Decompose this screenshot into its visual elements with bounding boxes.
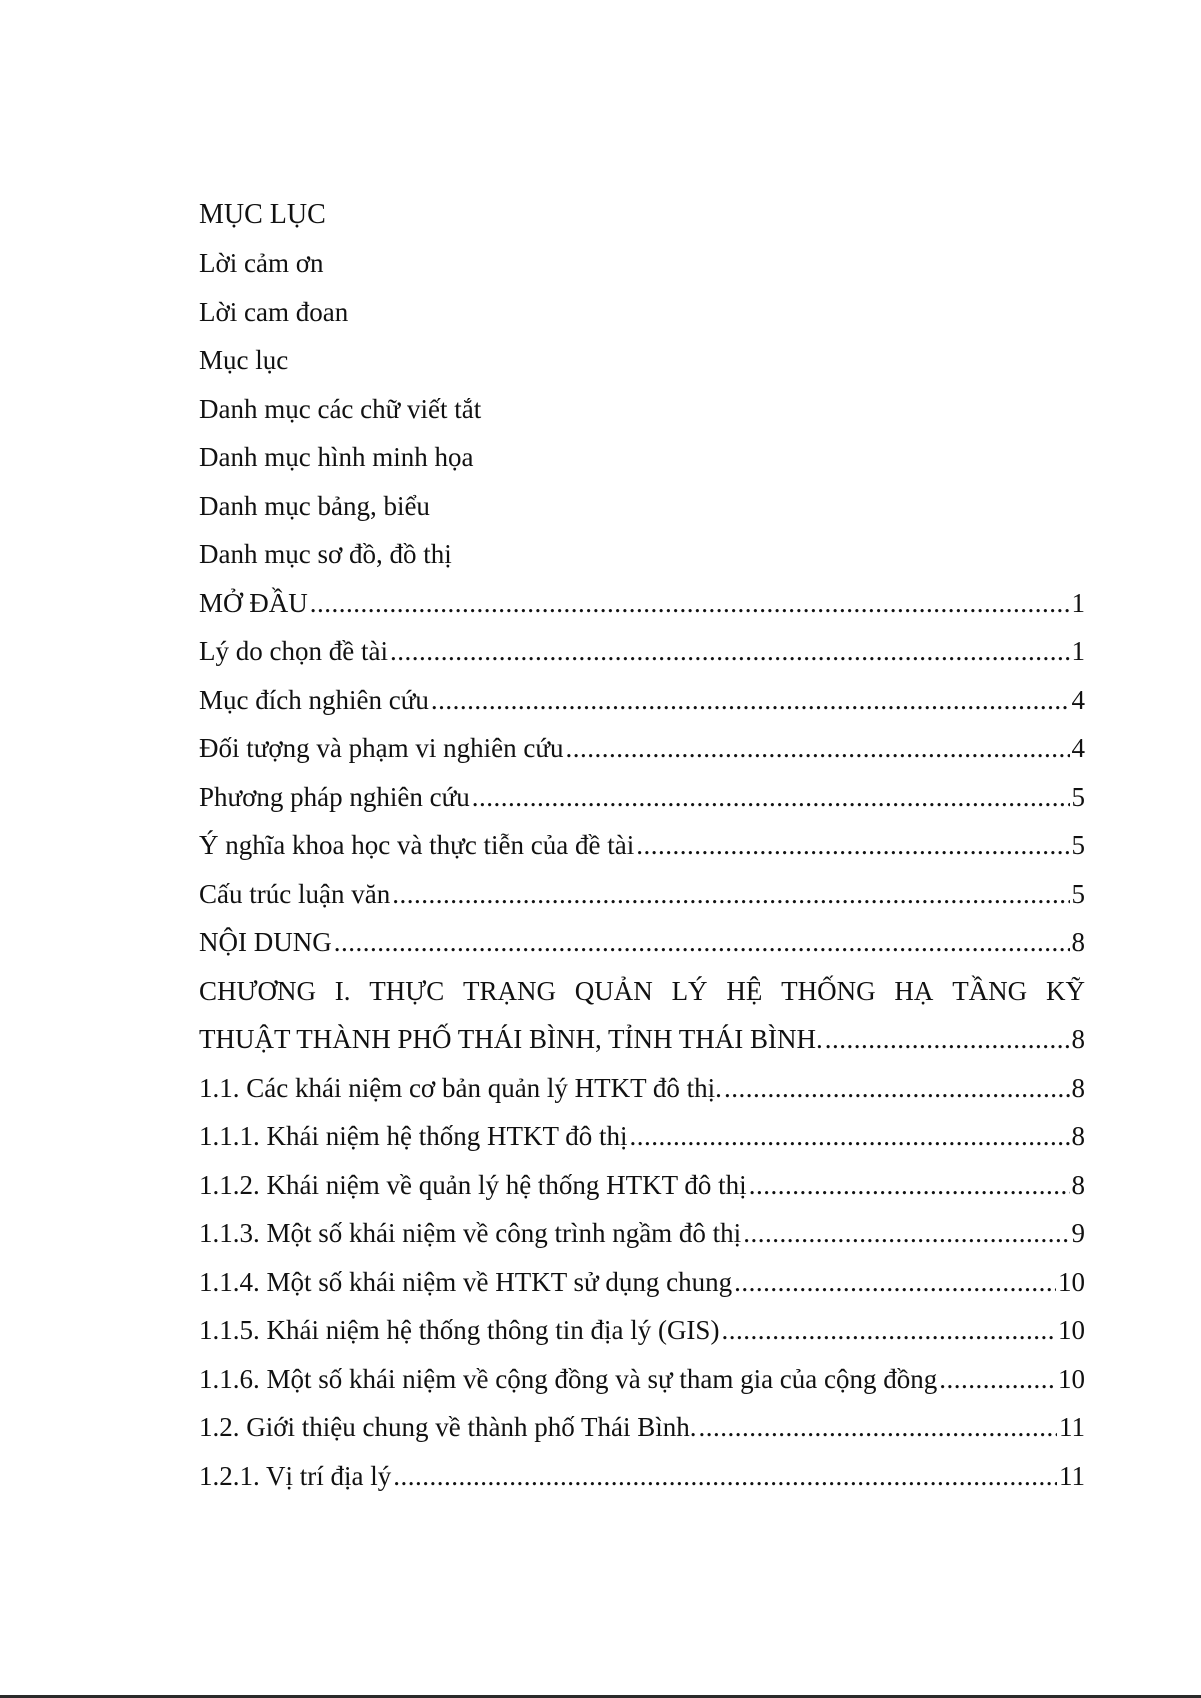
toc-chapter-word: CHƯƠNG bbox=[199, 975, 316, 1006]
toc-chapter-heading-line[interactable] bbox=[199, 967, 1085, 1016]
toc-entry[interactable] bbox=[199, 1112, 1085, 1161]
toc-entry[interactable] bbox=[199, 821, 1085, 870]
toc-entry-text: NỘI DUNG bbox=[199, 927, 332, 957]
toc-chapter-word: LÝ bbox=[671, 975, 708, 1006]
toc-entry-text: 1.1.6. Một số khái niệm về cộng đồng và sự tham gia của cộng đồng bbox=[199, 1363, 938, 1394]
toc-entry[interactable] bbox=[199, 1209, 1085, 1258]
toc-entry[interactable] bbox=[199, 676, 1085, 725]
toc-entry-page: 8 bbox=[1071, 1121, 1085, 1151]
toc-entry[interactable] bbox=[199, 579, 1085, 628]
toc-chapter-word: TRẠNG bbox=[463, 975, 556, 1006]
toc-entry[interactable] bbox=[199, 870, 1085, 919]
toc-dot-leader bbox=[743, 1209, 1069, 1258]
toc-entry-text: 1.1.1. Khái niệm hệ thống HTKT đô thị bbox=[199, 1121, 628, 1151]
toc-entry-text: Lý do chọn đề tài bbox=[199, 636, 388, 666]
toc-entry[interactable] bbox=[199, 1355, 1085, 1404]
toc-entry-page: 11 bbox=[1059, 1460, 1085, 1491]
toc-dot-leader bbox=[825, 1015, 1070, 1064]
toc-dot-leader bbox=[734, 1258, 1056, 1307]
toc-entry-page: 5 bbox=[1071, 781, 1085, 812]
toc-front-matter-item: Danh mục hình minh họa bbox=[199, 442, 474, 472]
toc-front-matter-item: Mục lục bbox=[199, 345, 289, 375]
toc-dot-leader bbox=[724, 1064, 1070, 1113]
toc-entry-text: 1.1. Các khái niệm cơ bản quản lý HTKT đô thị. bbox=[199, 1072, 722, 1103]
toc-entry-page: 8 bbox=[1071, 927, 1085, 957]
toc-dot-leader bbox=[393, 1452, 1057, 1501]
toc-dot-leader bbox=[334, 918, 1070, 967]
toc-entry-page: 10 bbox=[1058, 1266, 1085, 1297]
toc-dot-leader bbox=[636, 821, 1069, 870]
toc-entry[interactable] bbox=[199, 1306, 1085, 1355]
toc-entry-text: 1.1.2. Khái niệm về quản lý hệ thống HTKT đô thị bbox=[199, 1169, 747, 1200]
toc-chapter-word: THỰC bbox=[369, 975, 445, 1006]
toc-entry-text: THUẬT THÀNH PHỐ THÁI BÌNH, TỈNH THÁI BÌNH. bbox=[199, 1024, 823, 1054]
toc-chapter-word: TẦNG bbox=[952, 975, 1028, 1006]
toc-front-matter-item: Danh mục các chữ viết tắt bbox=[199, 393, 482, 424]
table-of-contents bbox=[199, 190, 1085, 1500]
toc-entry[interactable] bbox=[199, 1064, 1085, 1113]
toc-dot-leader bbox=[472, 773, 1070, 822]
toc-chapter-word: THỐNG bbox=[781, 975, 876, 1006]
toc-entry-page: 5 bbox=[1071, 878, 1085, 909]
toc-entry[interactable] bbox=[199, 1258, 1085, 1307]
toc-entry-page: 4 bbox=[1071, 684, 1085, 715]
toc-entry-text: MỞ ĐẦU bbox=[199, 587, 308, 618]
toc-chapter-word: KỸ bbox=[1045, 975, 1085, 1006]
toc-entry-page: 5 bbox=[1071, 830, 1085, 860]
toc-entry-text: 1.1.5. Khái niệm hệ thống thông tin địa lý (GIS) bbox=[199, 1315, 720, 1345]
toc-entry[interactable] bbox=[199, 627, 1085, 676]
toc-entry[interactable] bbox=[199, 773, 1085, 822]
toc-entry-page: 11 bbox=[1059, 1412, 1085, 1442]
toc-entry-text: Ý nghĩa khoa học và thực tiễn của đề tài bbox=[199, 830, 635, 860]
toc-entry-text: Cấu trúc luận văn bbox=[199, 878, 391, 909]
toc-entry[interactable] bbox=[199, 1403, 1085, 1452]
toc-entry[interactable] bbox=[199, 1161, 1085, 1210]
toc-entry-page: 8 bbox=[1071, 1072, 1085, 1103]
toc-entry-page: 9 bbox=[1071, 1218, 1085, 1248]
toc-entry-page: 1 bbox=[1071, 587, 1085, 618]
toc-entry-text: 1.2. Giới thiệu chung về thành phố Thái Bình. bbox=[199, 1412, 697, 1442]
toc-entry[interactable] bbox=[199, 1015, 1085, 1064]
toc-entry-page: 10 bbox=[1058, 1363, 1085, 1394]
toc-entry-text: Phương pháp nghiên cứu bbox=[199, 781, 470, 812]
toc-chapter-word: QUẢN bbox=[574, 975, 653, 1006]
toc-entry-page: 10 bbox=[1058, 1315, 1085, 1345]
toc-entry-text: 1.1.3. Một số khái niệm về công trình ngầm đô thị bbox=[199, 1218, 742, 1248]
toc-entry-page: 4 bbox=[1071, 733, 1085, 763]
toc-front-matter-item: Lời cảm ơn bbox=[199, 248, 324, 278]
toc-entry-text: 1.1.4. Một số khái niệm về HTKT sử dụng chung bbox=[199, 1266, 733, 1297]
toc-entry[interactable] bbox=[199, 1452, 1085, 1501]
toc-dot-leader bbox=[310, 579, 1070, 628]
toc-front-matter-item: Lời cam đoan bbox=[199, 296, 349, 327]
toc-dot-leader bbox=[390, 627, 1070, 676]
toc-dot-leader bbox=[939, 1355, 1056, 1404]
toc-front-matter-item: Danh mục bảng, biểu bbox=[199, 490, 430, 521]
toc-dot-leader bbox=[698, 1403, 1057, 1452]
toc-dot-leader bbox=[629, 1112, 1069, 1161]
toc-dot-leader bbox=[749, 1161, 1070, 1210]
toc-entry-text: Đối tượng và phạm vi nghiên cứu bbox=[199, 733, 564, 763]
toc-entry-page: 8 bbox=[1071, 1169, 1085, 1200]
toc-entry-page: 8 bbox=[1071, 1024, 1085, 1054]
toc-dot-leader bbox=[392, 870, 1069, 919]
toc-dot-leader bbox=[566, 724, 1070, 773]
toc-entry[interactable] bbox=[199, 724, 1085, 773]
toc-dot-leader bbox=[721, 1306, 1056, 1355]
toc-entry-text: Mục đích nghiên cứu bbox=[199, 684, 429, 715]
toc-chapter-word: HẠ bbox=[894, 975, 934, 1006]
toc-entry[interactable] bbox=[199, 918, 1085, 967]
toc-title: MỤC LỤC bbox=[199, 199, 326, 230]
toc-chapter-word: HỆ bbox=[726, 975, 763, 1006]
toc-entry-page: 1 bbox=[1071, 636, 1085, 666]
toc-entry-text: 1.2.1. Vị trí địa lý bbox=[199, 1460, 392, 1491]
toc-front-matter-item: Danh mục sơ đồ, đồ thị bbox=[199, 539, 452, 569]
toc-dot-leader bbox=[431, 676, 1070, 725]
toc-chapter-word: I. bbox=[334, 975, 351, 1006]
